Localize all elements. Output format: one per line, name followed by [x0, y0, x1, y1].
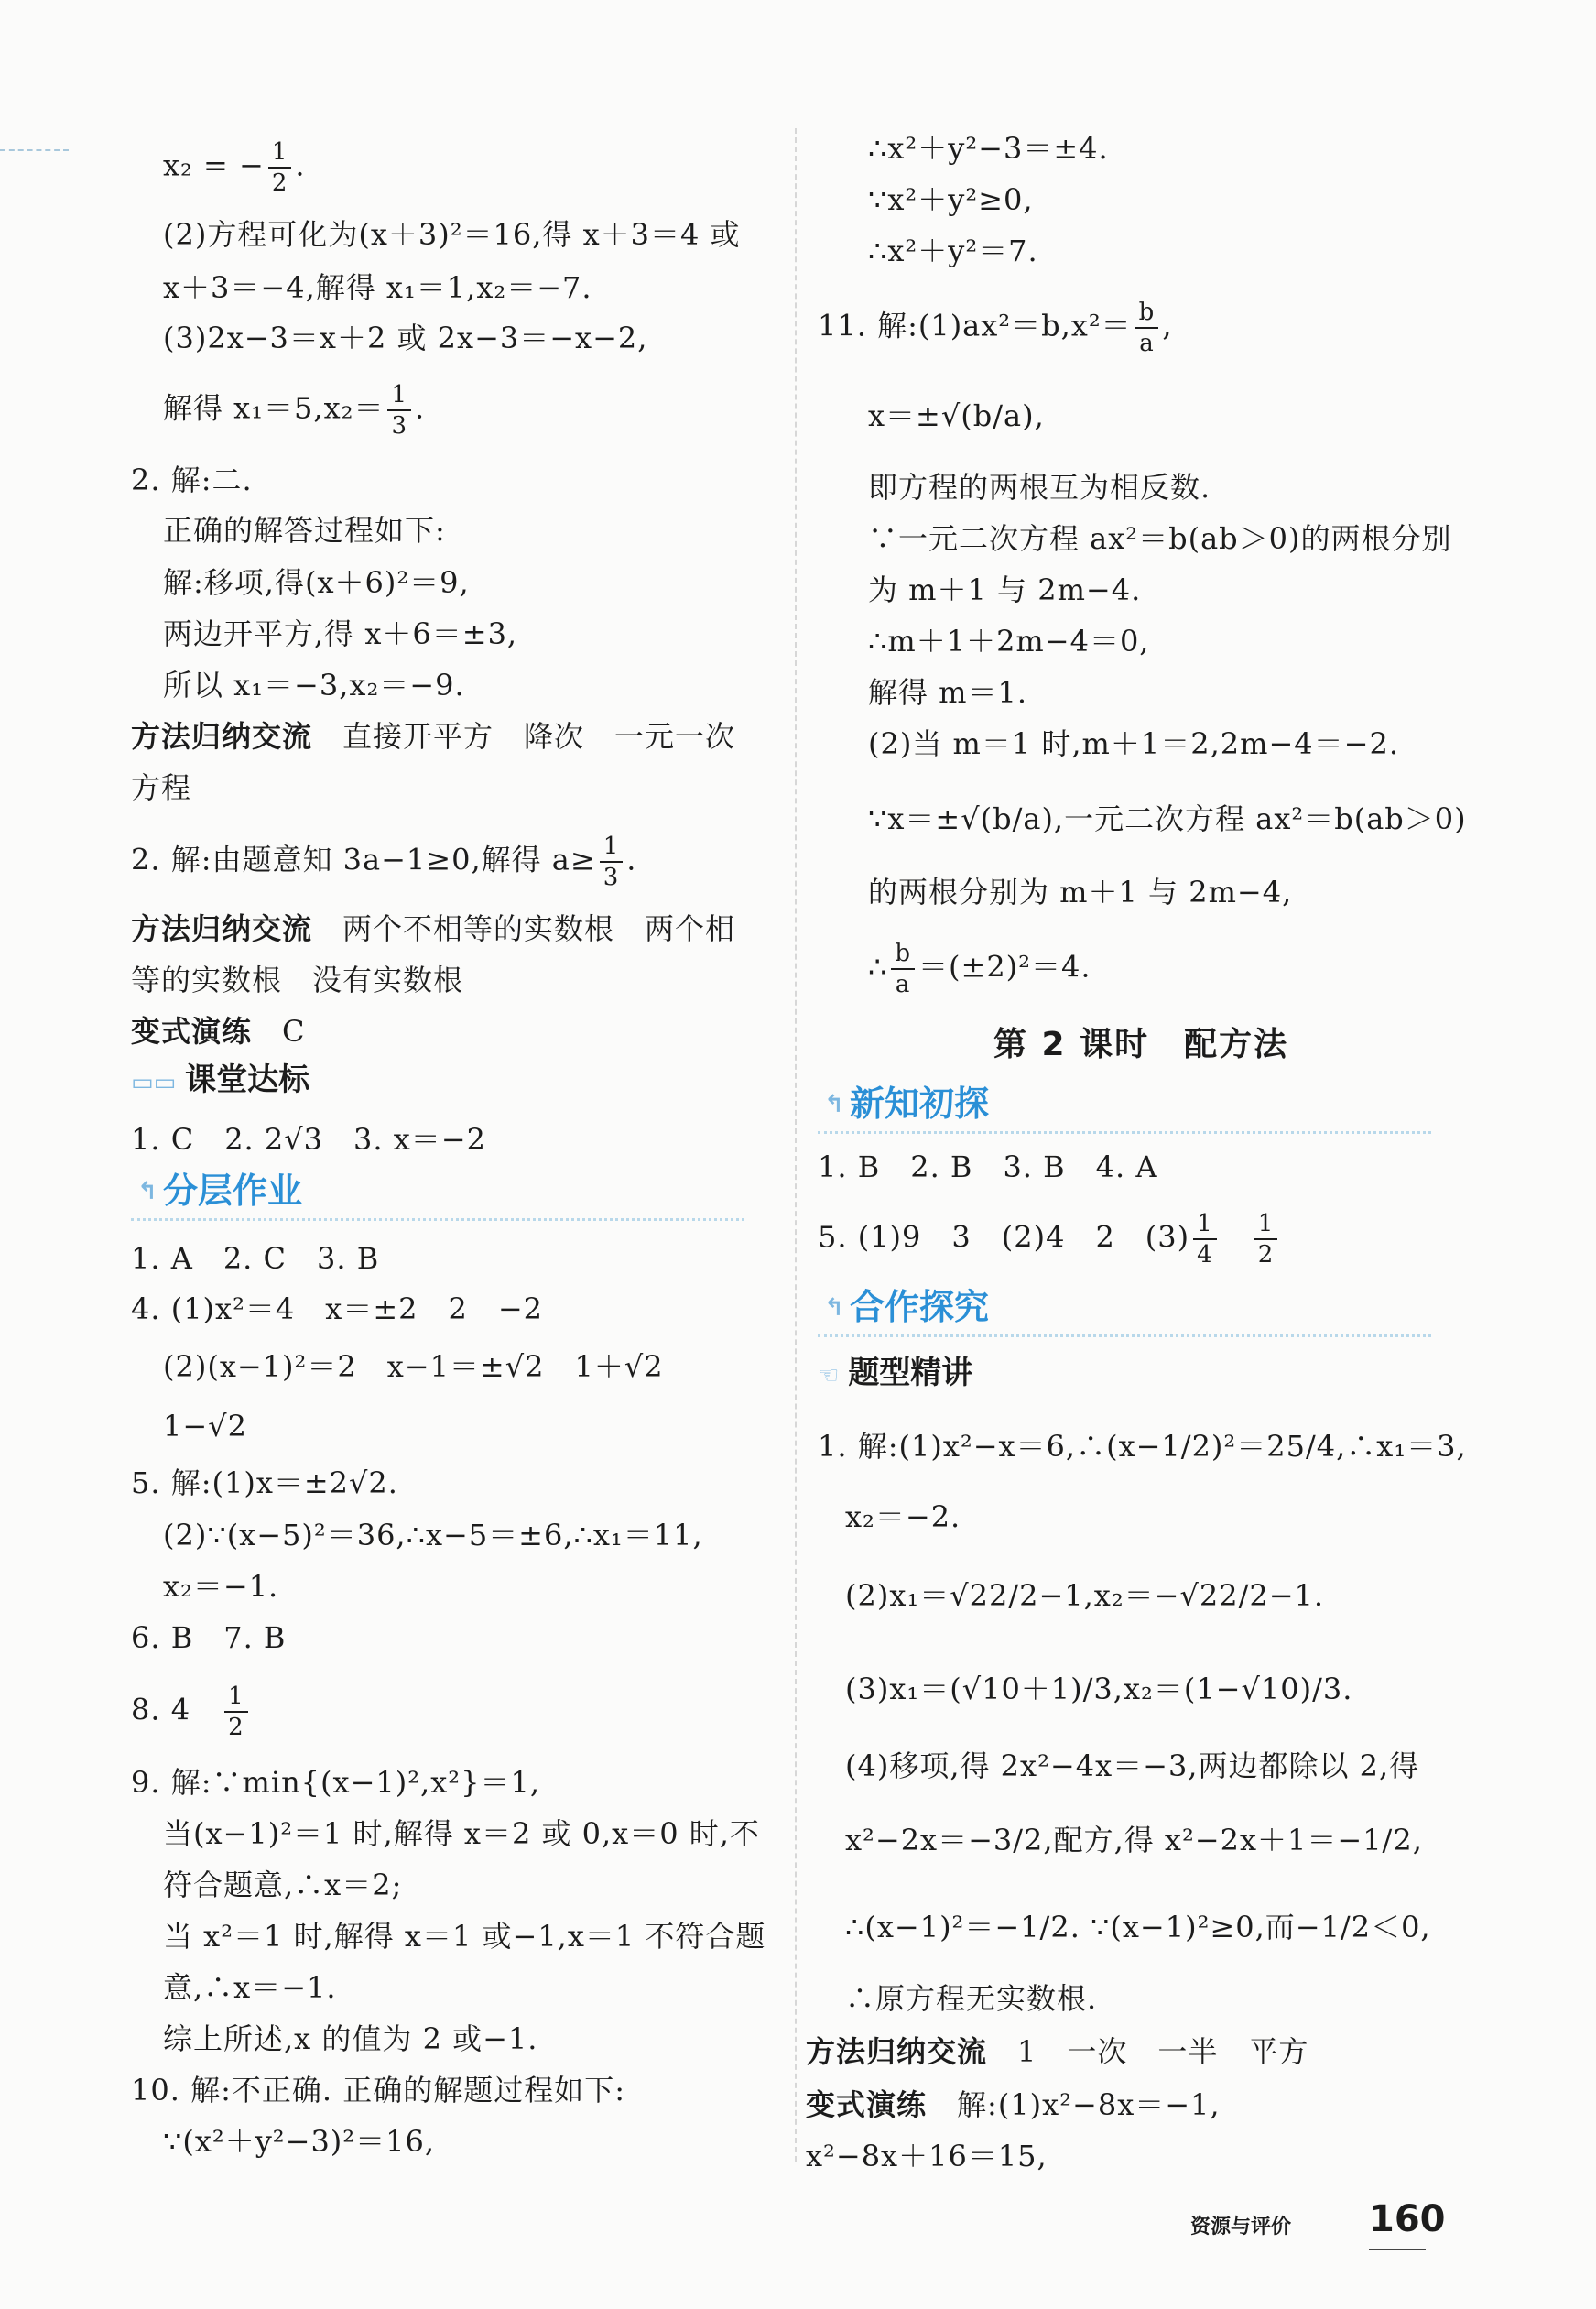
fraction: $\frac{1}{2}$	[224, 1682, 248, 1742]
answer-line: 4. (1)x²＝4 x＝±2 2 −2	[131, 1291, 544, 1326]
answer-line: 2. 解:二.	[131, 463, 253, 497]
answer-line: 1. C 2. 2√3 3. x＝−2	[131, 1122, 486, 1157]
method-summary-label: 方法归纳交流	[131, 719, 313, 754]
answer-line: 符合题意,∴x＝2;	[163, 1868, 403, 1902]
answer-line: 解得 x₁＝5,x₂＝ $\frac{1}{3}$ .	[163, 381, 426, 440]
variant-practice-line: 变式演练 C	[131, 1014, 306, 1049]
answer-line: ∵一元二次方程 ax²＝b(ab＞0)的两根分别	[868, 521, 1452, 556]
method-summary-line: 方法归纳交流 直接开平方 降次 一元一次	[131, 719, 736, 754]
answer-line: (3)x₁＝(√10＋1)/3,x₂＝(1−√10)/3.	[845, 1672, 1353, 1706]
footer-book-title: 资源与评价	[1190, 2216, 1292, 2238]
answer-line: 1. 解:(1)x²−x＝6,∴(x−1/2)²＝25/4,∴x₁＝3,	[818, 1429, 1467, 1464]
answer-line: ∴(x−1)²＝−1/2. ∵(x−1)²≥0,而−1/2＜0,	[845, 1910, 1431, 1944]
answer-line: 等的实数根 没有实数根	[131, 963, 464, 997]
answer-line: x₂＝−2.	[845, 1499, 961, 1534]
answer-line: 所以 x₁＝−3,x₂＝−9.	[163, 668, 465, 703]
section-ketang-dabiao: ▭▭ 课堂达标	[131, 1058, 309, 1105]
answer-line: x²−8x＋16＝15,	[806, 2139, 1048, 2173]
answer-line: 方程	[131, 770, 192, 805]
answer-line: 意,∴x＝−1.	[163, 1970, 337, 2005]
fraction: $\frac{1}{3}$	[600, 832, 624, 892]
answer-line: ∵x＝±√(b/a),一元二次方程 ax²＝b(ab＞0)	[868, 801, 1467, 836]
section-marker-icon: ↰	[824, 1294, 844, 1322]
fraction: $\frac{1}{4}$	[1193, 1209, 1217, 1269]
method-summary-line: 方法归纳交流 1 一次 一半 平方	[806, 2034, 1309, 2069]
answer-line: 10. 解:不正确. 正确的解题过程如下:	[131, 2073, 625, 2108]
variant-practice-label: 变式演练	[131, 1014, 253, 1049]
answer-line: 1. A 2. C 3. B	[131, 1241, 380, 1276]
answer-line: (2)x₁＝√22/2−1,x₂＝−√22/2−1.	[845, 1578, 1325, 1613]
answer-line: 11. 解:(1)ax²＝b,x²＝ $\frac{b}{a}$ ,	[818, 299, 1173, 357]
top-left-dashed-mark	[0, 149, 69, 151]
answer-line: ∴x²＋y²−3＝±4.	[868, 131, 1109, 166]
answer-line: ∴ $\frac{b}{a}$ ＝(±2)²＝4.	[868, 940, 1091, 998]
section-underline	[818, 1334, 1431, 1337]
answer-line: 解得 m＝1.	[868, 675, 1028, 710]
answer-line: ∵(x²＋y²−3)²＝16,	[163, 2124, 436, 2159]
section-underline	[131, 1218, 744, 1221]
fraction: $\frac{1}{2}$	[268, 137, 292, 198]
lesson-title: 第 2 课时 配方法	[993, 1026, 1289, 1063]
answer-line: (4)移项,得 2x²−4x＝−3,两边都除以 2,得	[845, 1748, 1420, 1783]
answer-line: 9. 解:∵min{(x−1)²,x²}＝1,	[131, 1765, 540, 1800]
answer-line: (3)2x−3＝x＋2 或 2x−3＝−x−2,	[163, 321, 648, 355]
answer-line: (2)当 m＝1 时,m＋1＝2,2m−4＝−2.	[868, 726, 1400, 761]
answer-line: 两边开平方,得 x＋6＝±3,	[163, 616, 518, 651]
answer-line: 1−√2	[163, 1409, 247, 1443]
hand-icon: ☜	[818, 1362, 840, 1389]
section-xinzhi-chutan: ↰ 新知初探	[824, 1081, 989, 1127]
variant-practice-label: 变式演练	[806, 2087, 928, 2122]
answer-line: 当 x²＝1 时,解得 x＝1 或−1,x＝1 不符合题	[163, 1919, 766, 1954]
answer-line: 8. 4 $\frac{1}{2}$	[131, 1682, 252, 1742]
answer-line: 正确的解答过程如下:	[163, 513, 446, 548]
page-number-underline	[1369, 2249, 1426, 2250]
variant-practice-line: 变式演练 解:(1)x²−8x＝−1,	[806, 2087, 1221, 2122]
answer-line: 6. B 7. B	[131, 1620, 287, 1655]
answer-line: 为 m＋1 与 2m−4.	[868, 572, 1142, 607]
answer-line: ∴原方程无实数根.	[845, 1981, 1098, 2016]
answer-line: (2)∵(x−5)²＝36,∴x−5＝±6,∴x₁＝11,	[163, 1518, 703, 1552]
answer-line: 解:移项,得(x＋6)²＝9,	[163, 565, 470, 600]
section-marker-icon: ↰	[137, 1178, 157, 1205]
answer-line: x²−2x＝−3/2,配方,得 x²−2x＋1＝−1/2,	[845, 1823, 1423, 1857]
book-icon: ▭▭	[131, 1069, 177, 1096]
answer-line: x＝±√(b/a),	[868, 398, 1045, 433]
section-underline	[818, 1131, 1431, 1134]
section-fenceng-zuoye: ↰ 分层作业	[137, 1168, 302, 1214]
answer-line: x₂＝−1.	[163, 1569, 279, 1604]
answer-line: ∴x²＋y²＝7.	[868, 234, 1038, 268]
answer-line: (2)(x−1)²＝2 x−1＝±√2 1＋√2	[163, 1349, 664, 1384]
fraction: $\frac{b}{a}$	[1135, 298, 1159, 358]
answer-line: 1. B 2. B 3. B 4. A	[818, 1149, 1158, 1184]
method-summary-label: 方法归纳交流	[806, 2034, 988, 2069]
answer-line: 5. 解:(1)x＝±2√2.	[131, 1465, 398, 1500]
page-number: 160	[1369, 2198, 1446, 2240]
section-hezuo-tanjiu: ↰ 合作探究	[824, 1284, 989, 1331]
answer-line: 5. (1)9 3 (2)4 2 (3) $\frac{1}{4}$ $\frac{1}{2}$	[818, 1209, 1281, 1269]
answer-line: x＋3＝−4,解得 x₁＝1,x₂＝−7.	[163, 270, 592, 305]
fraction: $\frac{1}{2}$	[1254, 1209, 1278, 1269]
answer-line: ∴m＋1＋2m−4＝0,	[868, 624, 1150, 659]
fraction: $\frac{1}{3}$	[387, 380, 411, 441]
method-summary-label: 方法归纳交流	[131, 911, 313, 946]
section-marker-icon: ↰	[824, 1091, 844, 1118]
answer-line: 即方程的两根互为相反数.	[868, 470, 1211, 505]
fraction: $\frac{b}{a}$	[891, 939, 915, 999]
answer-line: x₂ = − $\frac{1}{2}$ .	[163, 138, 306, 197]
answer-line: 的两根分别为 m＋1 与 2m−4,	[868, 875, 1293, 909]
answer-line: (2)方程可化为(x＋3)²＝16,得 x＋3＝4 或	[163, 217, 741, 252]
answer-line: 综上所述,x 的值为 2 或−1.	[163, 2021, 538, 2056]
column-divider	[795, 128, 797, 2162]
subsection-tixing-jingjiang: ☜ 题型精讲	[818, 1351, 972, 1398]
answer-line: 当(x−1)²＝1 时,解得 x＝2 或 0,x＝0 时,不	[163, 1816, 760, 1851]
answer-line: ∵x²＋y²≥0,	[868, 182, 1034, 217]
answer-line: 2. 解:由题意知 3a−1≥0,解得 a≥ $\frac{1}{3}$ .	[131, 833, 637, 891]
method-summary-line: 方法归纳交流 两个不相等的实数根 两个相	[131, 911, 736, 946]
